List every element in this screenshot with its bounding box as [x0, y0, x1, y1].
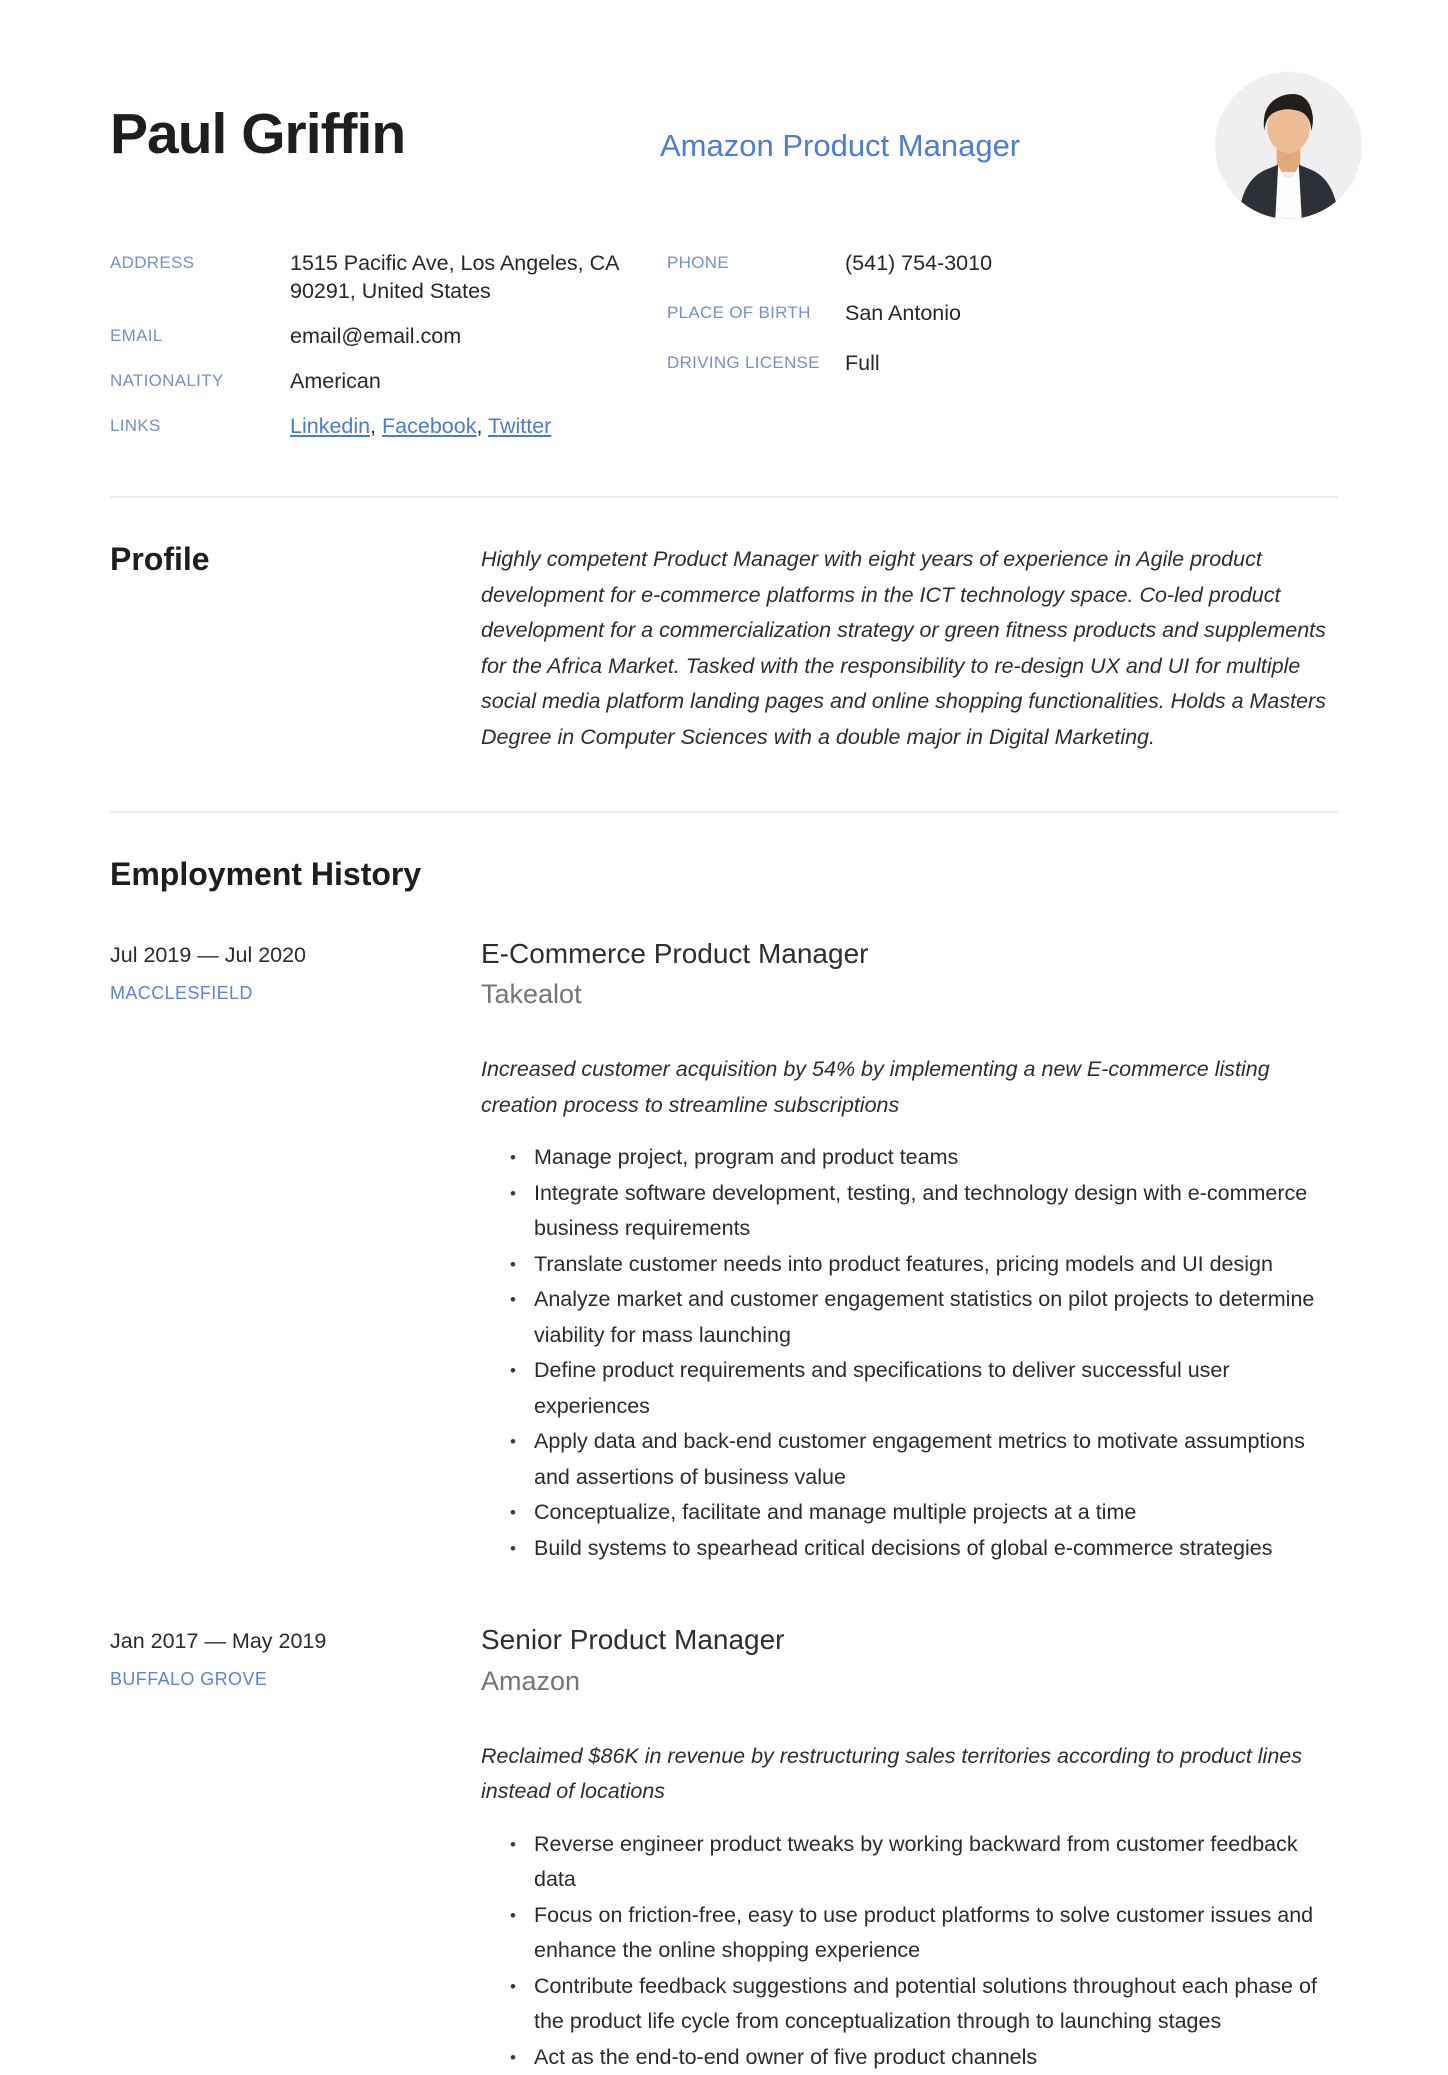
profile-section: [110, 498, 1338, 755]
driving-license-label: DRIVING LICENSE: [667, 353, 820, 372]
link-separator: ,: [370, 414, 383, 438]
job-summary: Increased customer acquisition by 54% by implementing a new E-commerce listing creation process to streamline subscriptions: [481, 1057, 1270, 1117]
job-meta: [110, 938, 481, 1004]
job-dates: Jul 2019 — Jul 2020: [110, 943, 307, 968]
employment-section: [110, 813, 1338, 2075]
bullet-item: • Integrate software development, testing, and technology design with e-commerce business requirements: [481, 1176, 1338, 1247]
facebook-link[interactable]: Facebook: [382, 414, 477, 438]
employment-heading: Employment History: [110, 856, 422, 892]
job-dates: Jan 2017 — May 2019: [110, 1629, 327, 1654]
nationality-label: NATIONALITY: [110, 371, 224, 390]
twitter-link[interactable]: Twitter: [488, 414, 552, 438]
bullet-item: • Focus on friction-free, easy to use product platforms to solve customer issues and enhance the online shopping experience: [481, 1898, 1338, 1969]
phone-label: PHONE: [667, 253, 729, 272]
job-details: [481, 938, 1338, 1566]
contact-left-column: [110, 249, 622, 440]
place-of-birth-label: PLACE OF BIRTH: [667, 303, 811, 322]
nationality-value: American: [290, 369, 381, 393]
link-separator: ,: [476, 414, 489, 438]
contact-right-column: [667, 249, 992, 440]
job-details: [481, 1624, 1338, 2075]
job-summary: Reclaimed $86K in revenue by restructuring sales territories according to product lines instead of locations: [481, 1743, 1302, 1804]
bullet-item: • Manage project, program and product teams: [481, 1140, 1338, 1176]
job-entry: [110, 938, 1338, 1566]
bullet-item: • Define product requirements and specifications to deliver successful user experiences: [481, 1353, 1338, 1424]
job-title: Senior Product Manager: [481, 1624, 785, 1656]
address-label: ADDRESS: [110, 253, 195, 272]
bullet-item: • Reverse engineer product tweaks by working backward from customer feedback data: [481, 1827, 1338, 1898]
bullet-item: • Apply data and back-end customer engagement metrics to motivate assumptions and assertions of business value: [481, 1424, 1338, 1495]
job-location: MACCLESFIELD: [110, 983, 253, 1004]
linkedin-link[interactable]: Linkedin: [290, 414, 371, 438]
person-portrait-icon: [1215, 72, 1362, 219]
job-entry: [110, 1624, 1338, 2075]
job-meta: [110, 1624, 481, 1690]
links-value: [290, 412, 622, 440]
contact-info: [110, 249, 1338, 440]
phone-value: (541) 754-3010: [845, 251, 993, 275]
bullet-item: • Act as the end-to-end owner of five product channels: [481, 2040, 1338, 2075]
bullet-item: • Translate customer needs into product features, pricing models and UI design: [481, 1247, 1338, 1283]
email-value: email@email.com: [290, 324, 462, 348]
profile-text: Highly competent Product Manager with eight years of experience in Agile product development for e-commerce platforms in the ICT technology space. Co-led product development for a commercialization strategy or green fitness products and supplements for the Africa Market. Tasked with the responsibility to re-design UX and UI for multiple social media platform landing pages and online shopping functionalities. Holds a Masters Degree in Computer Sciences with a double major in Digital Marketing.: [481, 547, 1326, 749]
email-label: EMAIL: [110, 326, 163, 345]
candidate-job-title: Amazon Product Manager: [660, 128, 1021, 163]
bullet-item: • Analyze market and customer engagement statistics on pilot projects to determine viability for mass launching: [481, 1282, 1338, 1353]
links-label: LINKS: [110, 416, 161, 435]
bullet-item: • Conceptualize, facilitate and manage multiple projects at a time: [481, 1495, 1338, 1531]
job-company: Takealot: [481, 979, 582, 1010]
header: [110, 0, 1338, 219]
profile-photo: [1215, 72, 1362, 219]
job-bullet-list: [481, 1827, 1338, 2075]
address-value: 1515 Pacific Ave, Los Angeles, CA 90291, United States: [290, 251, 619, 303]
place-of-birth-value: San Antonio: [845, 301, 961, 325]
driving-license-value: Full: [845, 351, 880, 375]
job-bullet-list: [481, 1140, 1338, 1566]
candidate-name: Paul Griffin: [110, 102, 406, 166]
job-company: Amazon: [481, 1665, 581, 1696]
bullet-item: • Build systems to spearhead critical decisions of global e-commerce strategies: [481, 1531, 1338, 1567]
bullet-item: • Contribute feedback suggestions and potential solutions throughout each phase of the product life cycle from conceptualization through to launching stages: [481, 1969, 1338, 2040]
job-location: BUFFALO GROVE: [110, 1669, 268, 1690]
job-title: E-Commerce Product Manager: [481, 938, 869, 970]
profile-heading: Profile: [110, 541, 210, 577]
